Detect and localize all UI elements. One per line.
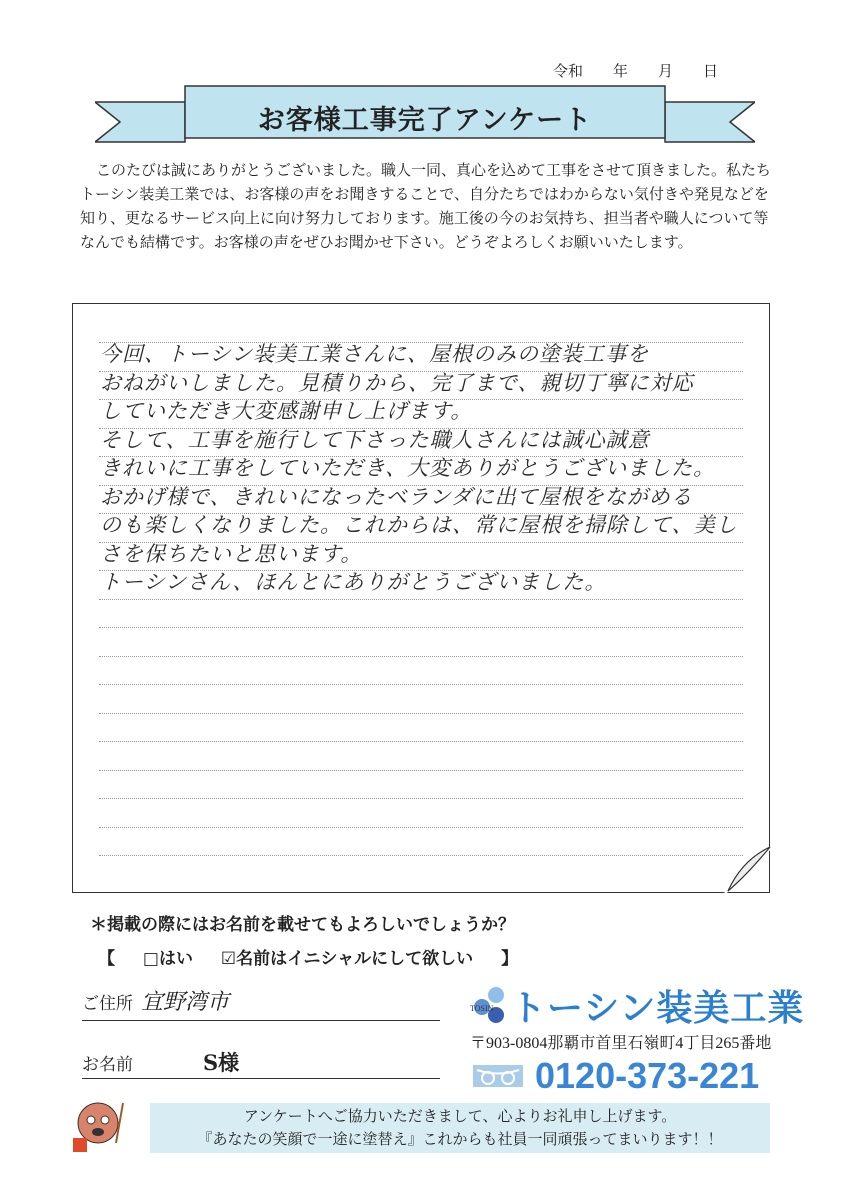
year-label: 年	[613, 62, 629, 80]
bracket-open: 【	[98, 949, 115, 969]
comment-line: 今回、トーシン装美工業さんに、屋根のみの塗装工事を	[100, 342, 650, 366]
company-logo-icon	[470, 985, 510, 1025]
company-address: 〒903-0804那覇市首里石嶺町4丁目265番地	[470, 1035, 772, 1052]
svg-text:TOSIN: TOSIN	[470, 1004, 494, 1013]
comment-line: きれいに工事をしていただき、大変ありがとうございました。	[100, 456, 716, 480]
day-label: 日	[703, 62, 719, 80]
thank-you-line-2: 『あなたの笑顔で一途に塗替え』これからも社員一同頑張ってまいります！！	[197, 1130, 723, 1148]
comment-line: さを保ちたいと思います。	[100, 541, 363, 566]
freedial-icon	[473, 1065, 523, 1087]
address-field[interactable]	[82, 985, 440, 1021]
ruled-line	[99, 627, 743, 628]
era-label: 令和	[553, 62, 584, 80]
handwritten-comment	[100, 340, 760, 597]
comment-line: そして、工事を施行して下さった職人さんには誠心誠意	[100, 427, 650, 452]
name-label: お名前	[82, 1055, 133, 1075]
option-yes-checkbox[interactable]: □はい	[142, 949, 193, 969]
company-name: トーシン装美工業	[510, 988, 805, 1029]
address-value: 宜野湾市	[141, 990, 230, 1015]
ruled-line	[99, 798, 743, 799]
comment-line: していただき大変感謝申し上げます。	[100, 399, 473, 423]
ruled-line	[99, 713, 743, 714]
intro-paragraph: このたびは誠にありがとうございました。職人一同、真心を込めて工事をさせて頂きました。私たちトーシン装美工業では、お客様の声をお聞きすることで、自分たちではわからない気付きや発見などを知り、更なるサービス向上に向け努力しております。施工後の今のお気持ち、担当者や職人について等なんでも結構です。お客様の声をぜひお聞かせ下さい。どうぞよろしくお願いいたします。	[80, 161, 772, 251]
comment-line: おかげ様で、きれいになったベランダに出て屋根をながめる	[100, 484, 693, 509]
name-value: S様	[203, 1050, 240, 1075]
intro-text	[80, 158, 780, 254]
thank-you-banner	[150, 1103, 770, 1153]
ruled-line	[99, 770, 743, 771]
option-initial-checkbox[interactable]: ☑名前はイニシャルにして欲しい	[220, 949, 474, 969]
address-label: ご住所	[82, 994, 133, 1014]
page-curl-decoration	[722, 845, 772, 895]
ruled-line	[99, 855, 743, 856]
name-field[interactable]	[82, 1047, 440, 1079]
page-title: お客様工事完了アンケート	[257, 105, 593, 136]
ruled-line	[99, 827, 743, 828]
comment-line: トーシンさん、ほんとにありがとうございました。	[100, 570, 607, 594]
company-phone: 0120-373-221	[535, 1055, 760, 1096]
comment-line: おねがいしました。見積りから、完了まで、親切丁寧に対応	[100, 370, 694, 395]
comment-line: のも楽しくなりました。これからは、常に屋根を掃除して、美し	[100, 513, 738, 537]
date-field	[553, 60, 748, 81]
ruled-line	[99, 684, 743, 685]
publish-question: ＊掲載の際にはお名前を載せてもよろしいでしょうか？	[90, 915, 515, 935]
thank-you-line-1: アンケートへご協力いただきまして、心よりお礼申し上げます。	[243, 1107, 677, 1125]
mascot-shisa-icon	[68, 1098, 148, 1158]
month-label: 月	[658, 62, 674, 80]
ruled-line	[99, 741, 743, 742]
publish-options	[98, 944, 518, 969]
ruled-line	[99, 599, 743, 600]
bracket-close: 】	[501, 949, 519, 969]
ruled-line	[99, 656, 743, 657]
